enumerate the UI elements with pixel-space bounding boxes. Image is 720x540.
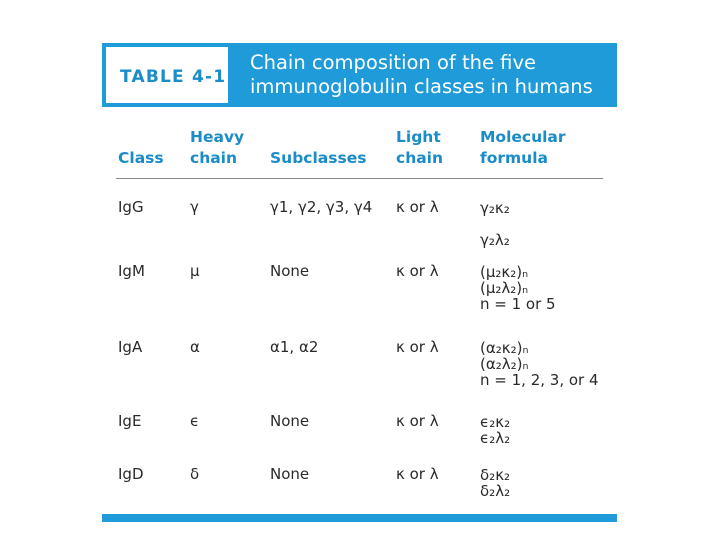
column-header-subclasses: Subclasses (270, 149, 367, 167)
row-igd-formula-line-2: δ₂λ₂ (480, 482, 511, 500)
column-header-formula-line-1: Molecular (480, 128, 566, 146)
row-iga-light: κ or λ (396, 338, 439, 356)
row-igm-formula-line-3: n = 1 or 5 (480, 295, 556, 313)
row-igm-formula-line-2: (μ₂λ₂)ₙ (480, 279, 529, 297)
row-igm-subclasses: None (270, 262, 310, 280)
row-igg-formula (480, 200, 510, 216)
row-iga-class: IgA (118, 338, 143, 356)
row-igm-class: IgM (118, 262, 145, 280)
row-ige-formula-line-2: ϵ₂λ₂ (480, 429, 511, 447)
row-igm-light: κ or λ (396, 262, 439, 280)
row-igd-subclasses: None (270, 465, 310, 483)
row-iga-subclasses: α1, α2 (270, 338, 319, 356)
row-igm-formula-line-1: (μ₂κ₂)ₙ (480, 263, 529, 281)
row-ige-formula-line-1: ϵ₂κ₂ (480, 413, 511, 431)
column-header-heavy-line-1: Heavy (190, 128, 245, 146)
table-title (250, 51, 610, 99)
row-iga-formula-line-1: (α₂κ₂)ₙ (480, 339, 529, 357)
bottom-accent-bar (102, 514, 617, 522)
row-ige-light: κ or λ (396, 412, 439, 430)
row-igg-light: κ or λ (396, 198, 439, 216)
row-igg-class: IgG (118, 198, 144, 216)
row-igm-heavy: μ (190, 262, 200, 280)
column-header-light-line-1: Light (396, 128, 441, 146)
row-iga-heavy: α (190, 338, 200, 356)
row-ige-formula (480, 414, 510, 446)
row-ige-heavy: ϵ (190, 412, 200, 430)
row-igd-formula-line-1: δ₂κ₂ (480, 466, 511, 484)
column-header-formula-line-2: formula (480, 149, 548, 167)
column-header-class: Class (118, 149, 164, 167)
column-header-heavy-line-2: chain (190, 149, 238, 167)
table-label: TABLE 4-1 (120, 67, 227, 87)
row-ige-subclasses: None (270, 412, 310, 430)
row-igg-heavy: γ (190, 198, 199, 216)
column-header-light-chain (396, 127, 443, 169)
row-iga-formula (480, 340, 599, 388)
table-label-box (106, 47, 228, 103)
row-iga-formula-line-2: (α₂λ₂)ₙ (480, 355, 529, 373)
table-title-line-2: immunoglobulin classes in humans (250, 75, 593, 98)
column-header-molecular-formula (480, 127, 566, 169)
row-igd-heavy: δ (190, 465, 200, 483)
table-title-line-1: Chain composition of the five (250, 51, 536, 74)
row-igd-light: κ or λ (396, 465, 439, 483)
header-divider (116, 178, 603, 179)
table-header-banner (102, 43, 617, 107)
column-header-light-line-2: chain (396, 149, 444, 167)
row-igg-formula-line-2: γ₂λ₂ (480, 231, 510, 249)
row-iga-formula-line-3: n = 1, 2, 3, or 4 (480, 371, 599, 389)
row-ige-class: IgE (118, 412, 142, 430)
row-igg-formula-2 (480, 232, 510, 248)
row-igg-subclasses: γ1, γ2, γ3, γ4 (270, 198, 373, 216)
row-igg-formula-line-1: γ₂κ₂ (480, 199, 510, 217)
column-header-heavy-chain (190, 127, 244, 169)
row-igd-formula (480, 467, 510, 499)
row-igd-class: IgD (118, 465, 144, 483)
row-igm-formula (480, 264, 556, 312)
